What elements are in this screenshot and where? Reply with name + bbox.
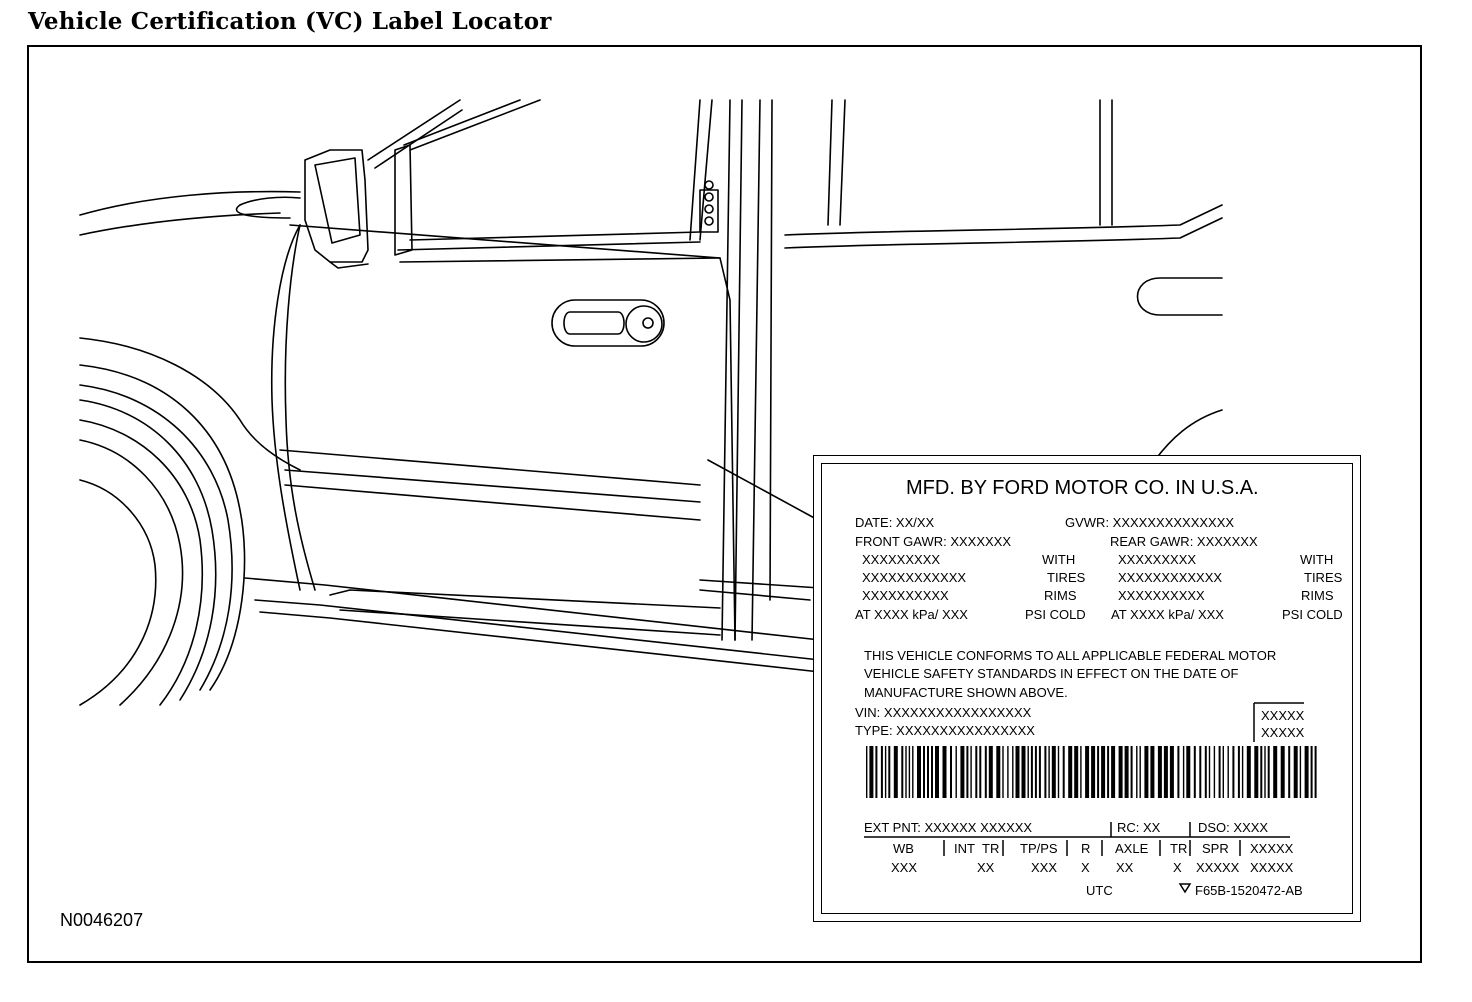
barcode-bar-60 [1177, 746, 1179, 798]
label-utc: UTC [1086, 883, 1113, 898]
front-rims: RIMS [1044, 588, 1077, 603]
front-tire-3: XXXXXXXXXX [862, 588, 949, 603]
front-tire-1: XXXXXXXXX [862, 552, 941, 567]
label-part-number: F65B-1520472-AB [1195, 883, 1303, 898]
barcode-bar-72 [1238, 746, 1240, 798]
code-header-wb: WB [893, 841, 914, 856]
barcode-bar-76 [1260, 746, 1262, 798]
barcode-bar-16 [943, 746, 947, 798]
barcode-bar-48 [1107, 746, 1109, 798]
barcode-bar-6 [894, 746, 898, 798]
barcode-bar-3 [881, 746, 883, 798]
barcode-bar-62 [1186, 746, 1190, 798]
barcode-bar-33 [1031, 746, 1033, 798]
barcode-bar-84 [1305, 746, 1309, 798]
barcode-bar-30 [1016, 746, 1020, 798]
barcode-bar-55 [1144, 746, 1148, 798]
rear-with: WITH [1300, 552, 1334, 567]
rear-tires: TIRES [1304, 570, 1343, 585]
barcode-bar-66 [1209, 746, 1210, 798]
front-pressure: AT XXXX kPa/ XXX [855, 607, 968, 622]
code-value-r: X [1081, 860, 1090, 875]
label-rear-gawr: REAR GAWR: XXXXXXX [1110, 534, 1258, 549]
barcode-bar-11 [917, 746, 921, 798]
barcode-bar-78 [1268, 746, 1270, 798]
label-date: DATE: XX/XX [855, 515, 935, 530]
barcode-bar-51 [1125, 746, 1129, 798]
label-type: TYPE: XXXXXXXXXXXXXXXX [855, 723, 1035, 738]
label-ext-pnt: EXT PNT: XXXXXX XXXXXX [864, 820, 1033, 835]
barcode-bar-7 [901, 746, 903, 798]
barcode-bar-73 [1242, 746, 1243, 798]
code-header-extra: XXXXX [1250, 841, 1294, 856]
code-value-extra: XXXXX [1250, 860, 1294, 875]
barcode-bar-86 [1315, 746, 1317, 798]
barcode-bar-1 [869, 746, 873, 798]
barcode-bar-20 [966, 746, 968, 798]
barcode-bar-13 [927, 746, 929, 798]
code-value-axle: XX [1116, 860, 1134, 875]
barcode-bar-35 [1039, 746, 1041, 798]
barcode-bar-44 [1085, 746, 1089, 798]
rear-pressure: AT XXXX kPa/ XXX [1111, 607, 1224, 622]
barcode-bar-75 [1254, 746, 1258, 798]
code-header-tr2: TR [1170, 841, 1188, 856]
barcode-bar-2 [875, 746, 877, 798]
barcode-bar-25 [989, 746, 993, 798]
barcode-bar-34 [1035, 746, 1037, 798]
rear-tire-1: XXXXXXXXX [1118, 552, 1197, 567]
front-with: WITH [1042, 552, 1076, 567]
front-tire-2: XXXXXXXXXXXX [862, 570, 967, 585]
barcode-bar-27 [1002, 746, 1003, 798]
code-header-int: INT [954, 841, 975, 856]
barcode-bar-14 [931, 746, 933, 798]
barcode-bar-70 [1228, 746, 1229, 798]
barcode-bar-45 [1091, 746, 1095, 798]
barcode-bar-23 [979, 746, 981, 798]
barcode-bar-21 [970, 746, 971, 798]
code-value-tpps: XXX [1031, 860, 1058, 875]
barcode-bar-83 [1300, 746, 1301, 798]
barcode-bar-81 [1288, 746, 1290, 798]
barcode-bar-54 [1140, 746, 1141, 798]
barcode-bar-59 [1170, 746, 1174, 798]
barcode-bar-36 [1044, 746, 1046, 798]
barcode-bar-58 [1164, 746, 1168, 798]
barcode-bar-52 [1131, 746, 1133, 798]
barcode-bar-19 [960, 746, 964, 798]
barcode-bar-12 [923, 746, 925, 798]
barcode-bar-69 [1223, 746, 1224, 798]
barcode-bar-31 [1022, 746, 1026, 798]
barcode-bar-38 [1052, 746, 1056, 798]
barcode-bar-26 [996, 746, 1000, 798]
code-value-tr: X [1173, 860, 1182, 875]
barcode-bar-0 [866, 746, 867, 798]
rear-tire-2: XXXXXXXXXXXX [1118, 570, 1223, 585]
barcode-bar-77 [1264, 746, 1265, 798]
barcode-bar-67 [1214, 746, 1215, 798]
barcode-bar-80 [1281, 746, 1285, 798]
code-value-wb: XXX [891, 860, 918, 875]
barcode-bar-49 [1111, 746, 1115, 798]
barcode-bar-53 [1136, 746, 1137, 798]
barcode-bar-68 [1219, 746, 1221, 798]
barcode-bar-17 [950, 746, 952, 798]
label-rc: RC: XX [1117, 820, 1161, 835]
conformity-line-2: VEHICLE SAFETY STANDARDS IN EFFECT ON THE DATE OF [864, 666, 1239, 681]
barcode-bar-47 [1101, 746, 1105, 798]
label-vin: VIN: XXXXXXXXXXXXXXXXX [855, 705, 1032, 720]
conformity-line-1: THIS VEHICLE CONFORMS TO ALL APPLICABLE FEDERAL MOTOR [864, 648, 1277, 663]
barcode-bar-8 [905, 746, 906, 798]
front-tires: TIRES [1047, 570, 1086, 585]
barcode-bar-5 [888, 746, 890, 798]
barcode-bar-40 [1063, 746, 1065, 798]
front-psi-cold: PSI COLD [1025, 607, 1086, 622]
barcode-bar-85 [1311, 746, 1313, 798]
barcode-bar-43 [1080, 746, 1081, 798]
barcode-bar-15 [935, 746, 939, 798]
barcode-bar-29 [1012, 746, 1013, 798]
barcode-bar-41 [1068, 746, 1072, 798]
barcode-bar-71 [1232, 746, 1234, 798]
barcode-bar-50 [1119, 746, 1123, 798]
barcode-bar-4 [885, 746, 886, 798]
barcode-bar-18 [956, 746, 957, 798]
barcode-bar-63 [1194, 746, 1196, 798]
label-manufacturer: MFD. BY FORD MOTOR CO. IN U.S.A. [906, 477, 1259, 499]
barcode-bar-10 [912, 746, 913, 798]
barcode-bar-22 [975, 746, 977, 798]
code-header-tpps: TP/PS [1020, 841, 1058, 856]
figure-id: N0046207 [60, 910, 144, 930]
label-box-1: XXXXX [1261, 708, 1305, 723]
barcode-bar-32 [1028, 746, 1029, 798]
code-header-axle: AXLE [1115, 841, 1149, 856]
barcode-bar-79 [1273, 746, 1277, 798]
barcode-bar-24 [985, 746, 987, 798]
code-value-int-tr: XX [977, 860, 995, 875]
barcode-bar-65 [1205, 746, 1207, 798]
barcode-bar-57 [1158, 746, 1162, 798]
label-front-gawr: FRONT GAWR: XXXXXXX [855, 534, 1012, 549]
page-title: Vehicle Certification (VC) Label Locator [28, 8, 552, 35]
conformity-line-3: MANUFACTURE SHOWN ABOVE. [864, 685, 1068, 700]
barcode-bar-82 [1294, 746, 1298, 798]
rear-rims: RIMS [1301, 588, 1334, 603]
barcode-bar-46 [1097, 746, 1099, 798]
barcode-bar-64 [1199, 746, 1201, 798]
code-header-spr: SPR [1202, 841, 1229, 856]
barcode-bar-28 [1007, 746, 1008, 798]
code-header-r: R [1081, 841, 1091, 856]
label-gvwr: GVWR: XXXXXXXXXXXXXX [1065, 515, 1235, 530]
barcode-bar-61 [1183, 746, 1184, 798]
label-box-2: XXXXX [1261, 725, 1305, 740]
barcode-bar-9 [909, 746, 910, 798]
barcode-bar-74 [1247, 746, 1251, 798]
barcode-bar-56 [1150, 746, 1154, 798]
code-value-spr: XXXXX [1196, 860, 1240, 875]
rear-psi-cold: PSI COLD [1282, 607, 1343, 622]
rear-tire-3: XXXXXXXXXX [1118, 588, 1205, 603]
code-header-tr: TR [982, 841, 1000, 856]
barcode-bar-39 [1058, 746, 1059, 798]
barcode-bar-42 [1074, 746, 1078, 798]
barcode-bar-37 [1048, 746, 1049, 798]
label-dso: DSO: XXXX [1198, 820, 1269, 835]
